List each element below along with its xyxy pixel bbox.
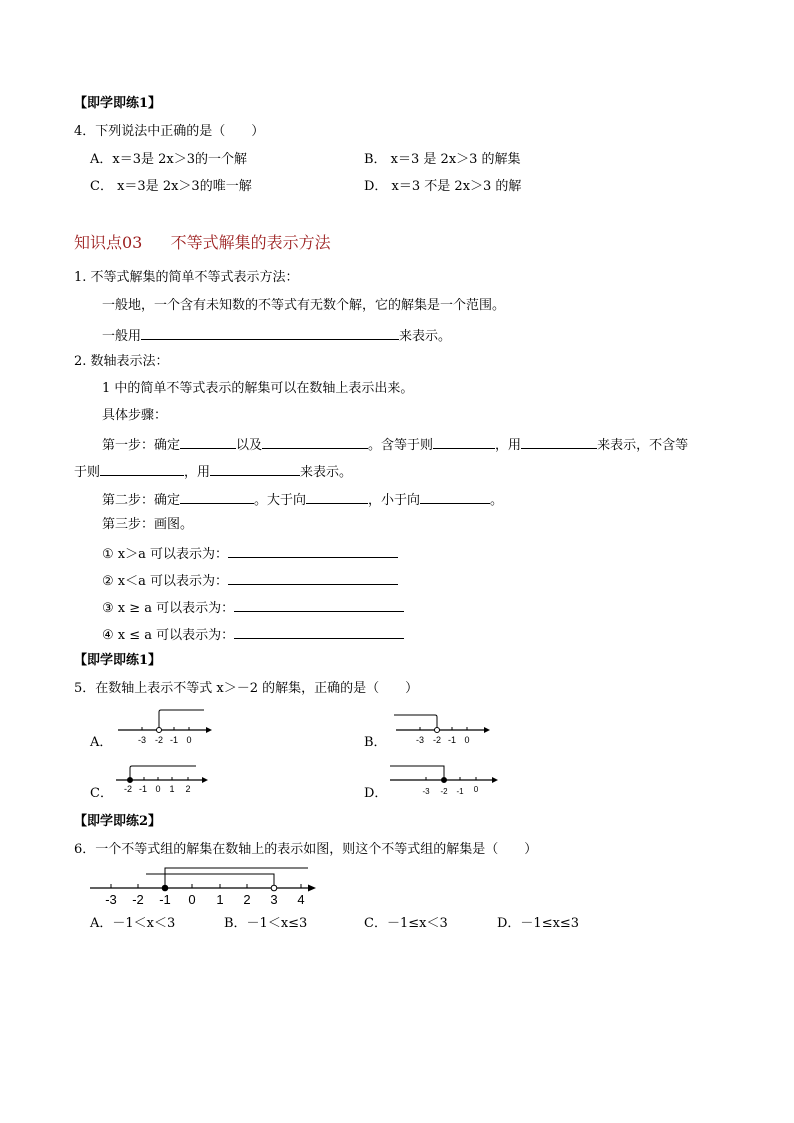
step3-line: 第三步：画图。 bbox=[102, 517, 194, 532]
axis-arrow bbox=[308, 885, 316, 892]
section1-line2 bbox=[102, 326, 451, 345]
case4-label: ④ x ≤ a 可以表示为： bbox=[102, 628, 235, 643]
tick-label: 2 bbox=[243, 892, 251, 907]
q5-option-c-label[interactable]: C． bbox=[90, 786, 113, 801]
q4-option-b[interactable]: B． x＝3 是 2x＞3 的解集 bbox=[364, 152, 521, 167]
q5-number-line-d bbox=[386, 758, 502, 798]
tick-label: -2 bbox=[123, 784, 133, 794]
case1-label: ① x＞a 可以表示为： bbox=[102, 547, 229, 562]
q5-number-line-c bbox=[112, 760, 212, 800]
step1-text-c: 。含等于则 bbox=[368, 438, 434, 453]
blank-case3[interactable] bbox=[234, 598, 404, 612]
tick-label: 0 bbox=[155, 784, 161, 794]
tick-label: -1 bbox=[159, 892, 171, 907]
q5-number-line-a bbox=[112, 708, 212, 748]
tick-label: -1 bbox=[447, 735, 457, 745]
solution-bracket bbox=[159, 710, 204, 727]
q5-number-line-b bbox=[390, 708, 490, 748]
tick-label: -3 bbox=[105, 892, 117, 907]
tick-label: -3 bbox=[137, 735, 147, 745]
tick-label: 0 bbox=[473, 785, 479, 794]
section1-line2-post: 来表示。 bbox=[399, 329, 452, 344]
case2-line bbox=[102, 571, 398, 590]
step1-text-d: ，用 bbox=[495, 438, 522, 453]
practice-heading-1b: 【即学即练1】 bbox=[74, 653, 162, 668]
step1-text-h: 来表示。 bbox=[300, 465, 353, 480]
tick-label: 3 bbox=[270, 892, 278, 907]
knowledge-point-number: 知识点03 bbox=[74, 233, 143, 252]
case3-line bbox=[102, 598, 404, 617]
step2-text-d: 。 bbox=[490, 493, 504, 508]
knowledge-point-title: 不等式解集的表示方法 bbox=[170, 233, 331, 252]
tick-label: 0 bbox=[188, 892, 196, 907]
blank-step1-1[interactable] bbox=[180, 435, 236, 449]
blank-notation[interactable] bbox=[141, 326, 399, 340]
filled-circle bbox=[162, 885, 168, 891]
q4-option-d[interactable]: D． x＝3 不是 2x＞3 的解 bbox=[364, 179, 522, 194]
q6-option-a[interactable]: A．－1＜x＜3 bbox=[90, 916, 176, 931]
upper-bracket bbox=[165, 868, 308, 888]
case1-line bbox=[102, 544, 398, 563]
q5-option-a-label[interactable]: A． bbox=[90, 735, 113, 750]
q6-option-c[interactable]: C．－1≤x＜3 bbox=[364, 916, 448, 931]
tick-label: -2 bbox=[432, 735, 442, 745]
tick-label: -3 bbox=[422, 787, 430, 796]
tick-label: -2 bbox=[440, 787, 448, 796]
step2-text-a: 第二步：确定 bbox=[102, 493, 181, 508]
open-circle bbox=[435, 728, 440, 733]
step2-text-c: ，小于向 bbox=[368, 493, 421, 508]
step1-text-b: 以及 bbox=[236, 438, 263, 453]
solution-bracket bbox=[394, 715, 437, 727]
tick-label: 1 bbox=[169, 784, 175, 794]
blank-step2-2[interactable] bbox=[306, 490, 368, 504]
open-circle bbox=[271, 885, 277, 891]
filled-circle bbox=[442, 778, 447, 783]
blank-case4[interactable] bbox=[234, 625, 404, 639]
tick-label: -1 bbox=[138, 784, 148, 794]
q6-option-b[interactable]: B．－1＜x≤3 bbox=[224, 916, 308, 931]
q5-option-b-label[interactable]: B． bbox=[364, 735, 387, 750]
step2-line bbox=[102, 490, 503, 509]
tick-label: 0 bbox=[464, 735, 470, 745]
section1-line1: 一般地，一个含有未知数的不等式有无数个解，它的解集是一个范围。 bbox=[102, 298, 506, 313]
step1-text-a: 第一步：确定 bbox=[102, 438, 181, 453]
case2-label: ② x＜a 可以表示为： bbox=[102, 574, 229, 589]
section1-line2-pre: 一般用 bbox=[102, 329, 142, 344]
section1-title: 1. 不等式解集的简单不等式表示方法： bbox=[74, 270, 299, 285]
blank-step1-5[interactable] bbox=[100, 462, 184, 476]
q5-stem: 5．在数轴上表示不等式 x＞－2 的解集，正确的是（ ） bbox=[74, 681, 419, 696]
step2-text-b: 。大于向 bbox=[254, 493, 307, 508]
blank-step1-3[interactable] bbox=[433, 435, 495, 449]
tick-label: -1 bbox=[169, 735, 179, 745]
blank-step1-4[interactable] bbox=[521, 435, 597, 449]
section2-line1: 1 中的简单不等式表示的解集可以在数轴上表示出来。 bbox=[102, 381, 414, 396]
q6-stem: 6．一个不等式组的解集在数轴上的表示如图，则这个不等式组的解集是（ ） bbox=[74, 842, 538, 857]
step1-text-e: 来表示，不含等 bbox=[597, 438, 689, 453]
q4-option-c[interactable]: C． x＝3是 2x＞3的唯一解 bbox=[90, 179, 252, 194]
blank-case1[interactable] bbox=[228, 544, 398, 558]
solution-bracket bbox=[130, 766, 196, 778]
axis-arrow bbox=[484, 727, 490, 733]
open-circle bbox=[157, 728, 162, 733]
step1-text-f: 于则 bbox=[74, 465, 101, 480]
tick-label: 1 bbox=[216, 892, 224, 907]
step1-line2 bbox=[74, 462, 352, 481]
axis-arrow bbox=[206, 727, 212, 733]
tick-label: -1 bbox=[456, 787, 464, 796]
practice-heading-2: 【即学即练2】 bbox=[74, 814, 162, 829]
case4-line bbox=[102, 625, 404, 644]
case3-label: ③ x ≥ a 可以表示为： bbox=[102, 601, 235, 616]
tick-label: 4 bbox=[297, 892, 305, 907]
blank-step1-6[interactable] bbox=[210, 462, 300, 476]
axis-arrow bbox=[202, 777, 208, 783]
q6-option-d[interactable]: D．－1≤x≤3 bbox=[497, 916, 580, 931]
step1-line1 bbox=[102, 435, 688, 454]
q6-number-line bbox=[86, 862, 320, 908]
filled-circle bbox=[128, 778, 133, 783]
q4-option-a[interactable]: A．x＝3是 2x＞3的一个解 bbox=[90, 152, 247, 167]
practice-heading-1: 【即学即练1】 bbox=[74, 96, 162, 111]
blank-case2[interactable] bbox=[228, 571, 398, 585]
q4-stem: 4．下列说法中正确的是（ ） bbox=[74, 124, 265, 139]
tick-label: 0 bbox=[186, 735, 192, 745]
tick-label: -2 bbox=[154, 735, 164, 745]
section2-title: 2. 数轴表示法： bbox=[74, 354, 169, 369]
q5-option-d-label[interactable]: D． bbox=[364, 786, 388, 801]
section2-steps: 具体步骤： bbox=[102, 408, 168, 423]
tick-label: 2 bbox=[185, 784, 191, 794]
step1-text-g: ，用 bbox=[184, 465, 211, 480]
tick-label: -3 bbox=[415, 735, 425, 745]
blank-step2-1[interactable] bbox=[180, 490, 254, 504]
knowledge-point-heading bbox=[74, 233, 331, 253]
tick-label: -2 bbox=[132, 892, 144, 907]
blank-step2-3[interactable] bbox=[420, 490, 490, 504]
axis-arrow bbox=[492, 777, 498, 783]
solution-bracket bbox=[390, 766, 444, 778]
blank-step1-2[interactable] bbox=[262, 435, 368, 449]
